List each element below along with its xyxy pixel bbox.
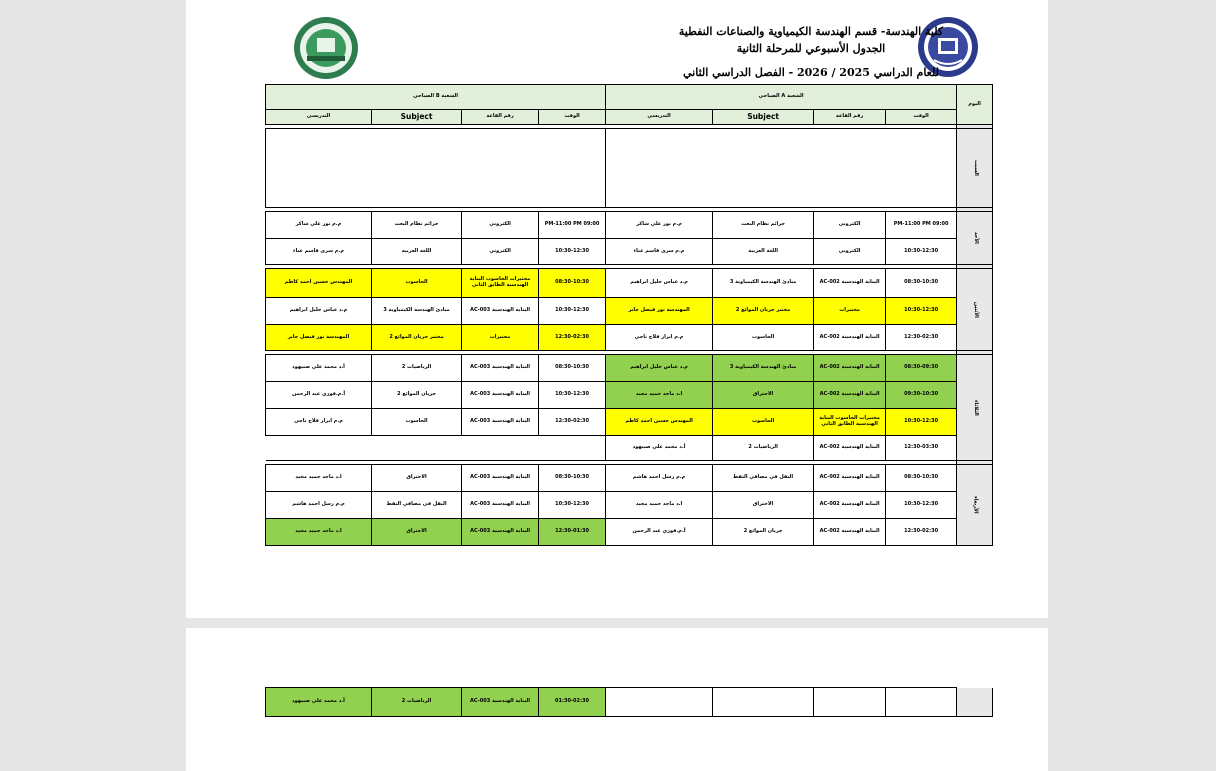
cell-time: 10:30-12:30 bbox=[886, 492, 957, 519]
cell-subject: جرائم نظام البعث bbox=[713, 212, 814, 239]
cell-teacher: م.د عباس خليل ابراهيم bbox=[266, 298, 372, 325]
cell-teacher: أ.د محمد علي صبيهود bbox=[606, 436, 713, 461]
empty-cell bbox=[814, 688, 886, 717]
cell-subject: مبادئ الهندسة الكيمياوية 3 bbox=[713, 269, 814, 298]
cell-time: 09:00 PM-11:00 PM bbox=[539, 212, 606, 239]
cell-subject: اللغة العربية bbox=[713, 239, 814, 265]
cell-room: الكتروني bbox=[462, 239, 539, 265]
cell-teacher: أ.م.فوزي عبد الرحمن bbox=[606, 519, 713, 546]
cell-subject: الحاسوب bbox=[713, 409, 814, 436]
cell-time: 01:30-02:30 bbox=[539, 688, 606, 717]
empty-cell bbox=[266, 129, 606, 208]
cell-teacher: ا.د ماجد حميد مجيد bbox=[606, 382, 713, 409]
room-header: رقم القاعة bbox=[814, 110, 886, 125]
cell-room: البناية الهندسية AC-003 bbox=[462, 355, 539, 382]
cell-subject: الحاسوب bbox=[372, 269, 462, 298]
cell-subject: جريان الموائع 2 bbox=[372, 382, 462, 409]
empty-cell bbox=[886, 688, 957, 717]
cell-time: 10:30-12:30 bbox=[886, 298, 957, 325]
cell-teacher: م.م رسل احمد هاشم bbox=[266, 492, 372, 519]
cell-teacher: م.م سرى قاسم غناء bbox=[606, 239, 713, 265]
cell-teacher: م.د عباس خليل ابراهيم bbox=[606, 269, 713, 298]
room-header: رقم القاعة bbox=[462, 110, 539, 125]
cell-subject: الاحتراق bbox=[713, 382, 814, 409]
cell-subject: جريان الموائع 2 bbox=[713, 519, 814, 546]
cell-time: 12:30-03:30 bbox=[886, 436, 957, 461]
cell-room: البناية الهندسية AC-003 bbox=[462, 492, 539, 519]
cell-teacher: ا.د ماجد حميد مجيد bbox=[266, 465, 372, 492]
cell-room: البناية الهندسية AC-002 bbox=[814, 269, 886, 298]
cell-room: البناية الهندسية AC-003 bbox=[462, 465, 539, 492]
cell-time: 10:30-12:30 bbox=[539, 492, 606, 519]
schedule-table bbox=[265, 84, 993, 546]
cell-subject: مختبر جريان الموائع 2 bbox=[713, 298, 814, 325]
cell-subject: الرياضيات 2 bbox=[713, 436, 814, 461]
cell-subject: النقل في مصافي النفط bbox=[713, 465, 814, 492]
cell-time: 10:30-12:30 bbox=[539, 239, 606, 265]
cell-subject: الحاسوب bbox=[372, 409, 462, 436]
cell-room: البناية الهندسية AC-002 bbox=[814, 465, 886, 492]
empty-cell bbox=[606, 688, 713, 717]
cell-subject: مختبر جريان الموائع 2 bbox=[372, 325, 462, 351]
college-logo-icon bbox=[293, 16, 359, 80]
teacher-header: التدريسي bbox=[606, 110, 713, 125]
cell-room: مختبرات bbox=[814, 298, 886, 325]
empty-cell bbox=[713, 688, 814, 717]
cell-room: البناية الهندسية AC-003 bbox=[462, 519, 539, 546]
cell-room: الكتروني bbox=[814, 212, 886, 239]
cell-teacher: المهندسة نور فيصل جابر bbox=[606, 298, 713, 325]
cell-teacher: أ.د محمد علي صبيهود bbox=[266, 688, 372, 717]
cell-room: مختبرات الحاسوب البناية الهندسية الطابق الثاني bbox=[462, 269, 539, 298]
cell-subject: الاحتراق bbox=[713, 492, 814, 519]
time-header: الوقت bbox=[886, 110, 957, 125]
cell-teacher: م.م نور علي شاكر bbox=[266, 212, 372, 239]
day-monday: الأثنين bbox=[957, 269, 993, 351]
cell-room: الكتروني bbox=[462, 212, 539, 239]
cell-time: 09:00 PM-11:00 PM bbox=[886, 212, 957, 239]
cell-room: البناية الهندسية AC-002 bbox=[814, 382, 886, 409]
cell-time: 10:30-12:30 bbox=[539, 382, 606, 409]
day-wednesday-continued bbox=[957, 688, 993, 717]
cell-time: 08:30-10:30 bbox=[539, 465, 606, 492]
cell-time: 12:30-02:30 bbox=[886, 519, 957, 546]
time-header: الوقت bbox=[539, 110, 606, 125]
cell-room: مختبرات الحاسوب البناية الهندسية الطابق الثاني bbox=[814, 409, 886, 436]
cell-teacher: المهندسة نور فيصل جابر bbox=[266, 325, 372, 351]
cell-teacher: أ.م.فوزي عبد الرحمن bbox=[266, 382, 372, 409]
teacher-header: التدريسي bbox=[266, 110, 372, 125]
cell-time: 08:30-10:30 bbox=[539, 269, 606, 298]
document-page-2 bbox=[186, 628, 1048, 771]
day-sunday: الأحد bbox=[957, 212, 993, 265]
day-saturday: السبت bbox=[957, 129, 993, 208]
cell-room: البناية الهندسية AC-003 bbox=[462, 382, 539, 409]
cell-room: البناية الهندسية AC-002 bbox=[814, 519, 886, 546]
cell-time: 08:30-10:30 bbox=[886, 269, 957, 298]
cell-teacher: المهندس حسين احمد كاظم bbox=[266, 269, 372, 298]
cell-time: 10:30-12:30 bbox=[539, 298, 606, 325]
cell-time: 10:30-12:30 bbox=[886, 409, 957, 436]
cell-room: البناية الهندسية AC-002 bbox=[814, 492, 886, 519]
empty-cell bbox=[606, 129, 957, 208]
section-a-header: الشعبة A الصباحي bbox=[606, 85, 957, 110]
header-title: كلية الهندسة- قسم الهندسة الكيمياوية والصناعات النفطية bbox=[678, 25, 944, 38]
cell-time: 10:30-12:30 bbox=[886, 239, 957, 265]
cell-room: البناية الهندسية AC-003 bbox=[462, 409, 539, 436]
cell-subject: مبادئ الهندسة الكيمياوية 3 bbox=[372, 298, 462, 325]
header-subtitle: الجدول الأسبوعي للمرحلة الثانية bbox=[736, 42, 886, 55]
cell-room: البناية الهندسية AC-003 bbox=[462, 688, 539, 717]
cell-time: 08:30-10:30 bbox=[886, 465, 957, 492]
header-term: للعام الدراسي 2025 / 2026 - الفصل الدراسي الثاني bbox=[683, 66, 939, 79]
section-b-header: الشعبة B الصباحي bbox=[266, 85, 606, 110]
cell-room: البناية الهندسية AC-003 bbox=[462, 298, 539, 325]
cell-room: الكتروني bbox=[814, 239, 886, 265]
cell-time: 12:30-02:30 bbox=[886, 325, 957, 351]
cell-teacher: م.م نور علي شاكر bbox=[606, 212, 713, 239]
cell-teacher: م.م رسل احمد هاشم bbox=[606, 465, 713, 492]
cell-time: 12:30-02:30 bbox=[539, 409, 606, 436]
cell-subject: الرياضيات 2 bbox=[372, 688, 462, 717]
document-page-1 bbox=[186, 0, 1048, 618]
cell-room: البناية الهندسية AC-002 bbox=[814, 325, 886, 351]
schedule-table-continued bbox=[265, 687, 993, 717]
cell-teacher: م.م ابرار فلاح ناجي bbox=[606, 325, 713, 351]
cell-teacher: المهندس حسين احمد كاظم bbox=[606, 409, 713, 436]
cell-subject: جرائم نظام البعث bbox=[372, 212, 462, 239]
cell-room: البناية الهندسية AC-002 bbox=[814, 436, 886, 461]
day-tuesday: الثلاثاء bbox=[957, 355, 993, 461]
cell-subject: النقل في مصافي النفط bbox=[372, 492, 462, 519]
cell-teacher: ا.د ماجد حميد مجيد bbox=[606, 492, 713, 519]
day-wednesday: الأربعاء bbox=[957, 465, 993, 546]
subject-header: Subject bbox=[372, 110, 462, 125]
cell-subject: الرياضيات 2 bbox=[372, 355, 462, 382]
subject-header: Subject bbox=[713, 110, 814, 125]
cell-teacher: م.د عباس خليل ابراهيم bbox=[606, 355, 713, 382]
cell-teacher: م.م ابرار فلاح ناجي bbox=[266, 409, 372, 436]
cell-time: 12:30-02:30 bbox=[539, 325, 606, 351]
cell-subject: الاحتراق bbox=[372, 519, 462, 546]
cell-time: 08:30-09:30 bbox=[886, 355, 957, 382]
cell-time: 12:30-01:30 bbox=[539, 519, 606, 546]
cell-subject: اللغة العربية bbox=[372, 239, 462, 265]
cell-subject: الحاسوب bbox=[713, 325, 814, 351]
cell-time: 08:30-10:30 bbox=[539, 355, 606, 382]
cell-teacher: م.م سرى قاسم غناء bbox=[266, 239, 372, 265]
cell-teacher: أ.د محمد علي صبيهود bbox=[266, 355, 372, 382]
cell-subject: مبادئ الهندسة الكيمياوية 3 bbox=[713, 355, 814, 382]
cell-room: البناية الهندسية AC-002 bbox=[814, 355, 886, 382]
cell-room: مختبرات bbox=[462, 325, 539, 351]
empty-cell bbox=[266, 436, 606, 461]
cell-teacher: ا.د ماجد حميد مجيد bbox=[266, 519, 372, 546]
cell-subject: الاحتراق bbox=[372, 465, 462, 492]
day-column-header: اليوم bbox=[957, 85, 993, 125]
cell-time: 09:30-10:30 bbox=[886, 382, 957, 409]
